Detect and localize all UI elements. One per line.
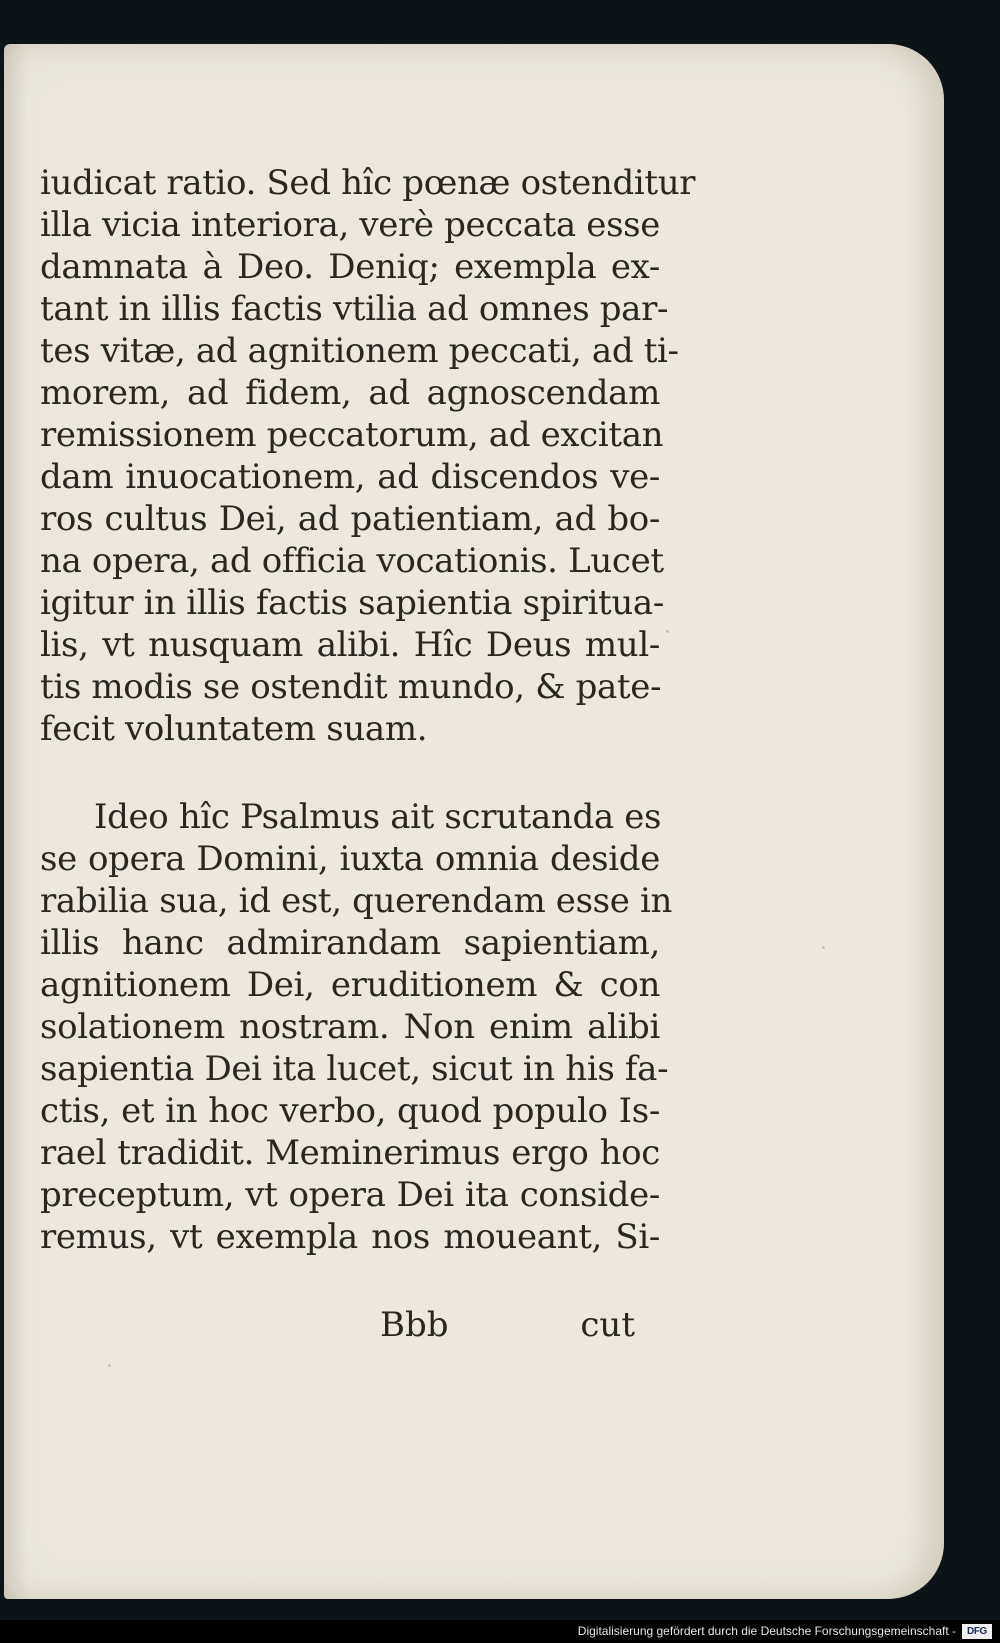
paper-speck (108, 1364, 111, 1367)
paragraph-gap (40, 750, 660, 796)
text-line: agnitionem Dei, eruditionem & con (40, 965, 660, 1005)
text-line: rael tradidit. Meminerimus ergo hoc (40, 1133, 660, 1173)
signature-mark: Bbb (380, 1305, 449, 1345)
text-line: sapientia Dei ita lucet, sicut in his fa- (40, 1049, 669, 1089)
text-line: remissionem peccatorum, ad excitan (40, 415, 664, 455)
paper-speck (666, 630, 669, 633)
text-line: solationem nostram. Non enim alibi (40, 1007, 660, 1047)
latin-text (40, 162, 696, 1258)
text-line: morem, ad fidem, ad agnoscendam (40, 373, 660, 413)
paper-speck (822, 946, 825, 949)
text-line: ros cultus Dei, ad patientiam, ad bo- (40, 499, 660, 539)
text-line: se opera Domini, iuxta omnia deside (40, 839, 660, 879)
text-line: na opera, ad officia vocationis. Lucet (40, 541, 664, 581)
book-page (4, 44, 944, 1599)
text-line: fecit voluntatem suam. (40, 709, 428, 749)
text-line: ctis, et in hoc verbo, quod populo Is- (40, 1091, 660, 1131)
catchword: cut (580, 1305, 635, 1345)
text-line: dam inuocationem, ad discendos ve- (40, 457, 660, 497)
text-line: lis, vt nusquam alibi. Hîc Deus mul- (40, 625, 660, 665)
text-line: illa vicia interiora, verè peccata esse (40, 205, 661, 245)
digitization-credit-bar (0, 1620, 1000, 1643)
text-line: tes vitæ, ad agnitionem peccati, ad ti- (40, 331, 679, 371)
text-line: rabilia sua, id est, querendam esse in (40, 881, 673, 921)
dfg-logo: DFG (962, 1624, 992, 1639)
text-line: iudicat ratio. Sed hîc pœnæ ostenditur (40, 163, 696, 203)
text-line: preceptum, vt opera Dei ita conside- (40, 1175, 660, 1215)
funding-credit: Digitalisierung gefördert durch die Deutsche Forschungsgemeinschaft - (577, 1624, 956, 1638)
text-line: igitur in illis factis sapientia spiritua- (40, 583, 664, 623)
text-line: tant in illis factis vtilia ad omnes par- (40, 289, 669, 329)
text-line: Ideo hîc Psalmus ait scrutanda es (94, 797, 662, 837)
text-line: remus, vt exempla nos moueant, Si- (40, 1217, 660, 1257)
text-line: tis modis se ostendit mundo, & pate- (40, 667, 662, 707)
text-line: damnata à Deo. Deniq; exempla ex- (40, 247, 660, 287)
text-line: illis hanc admirandam sapientiam, (40, 923, 660, 963)
